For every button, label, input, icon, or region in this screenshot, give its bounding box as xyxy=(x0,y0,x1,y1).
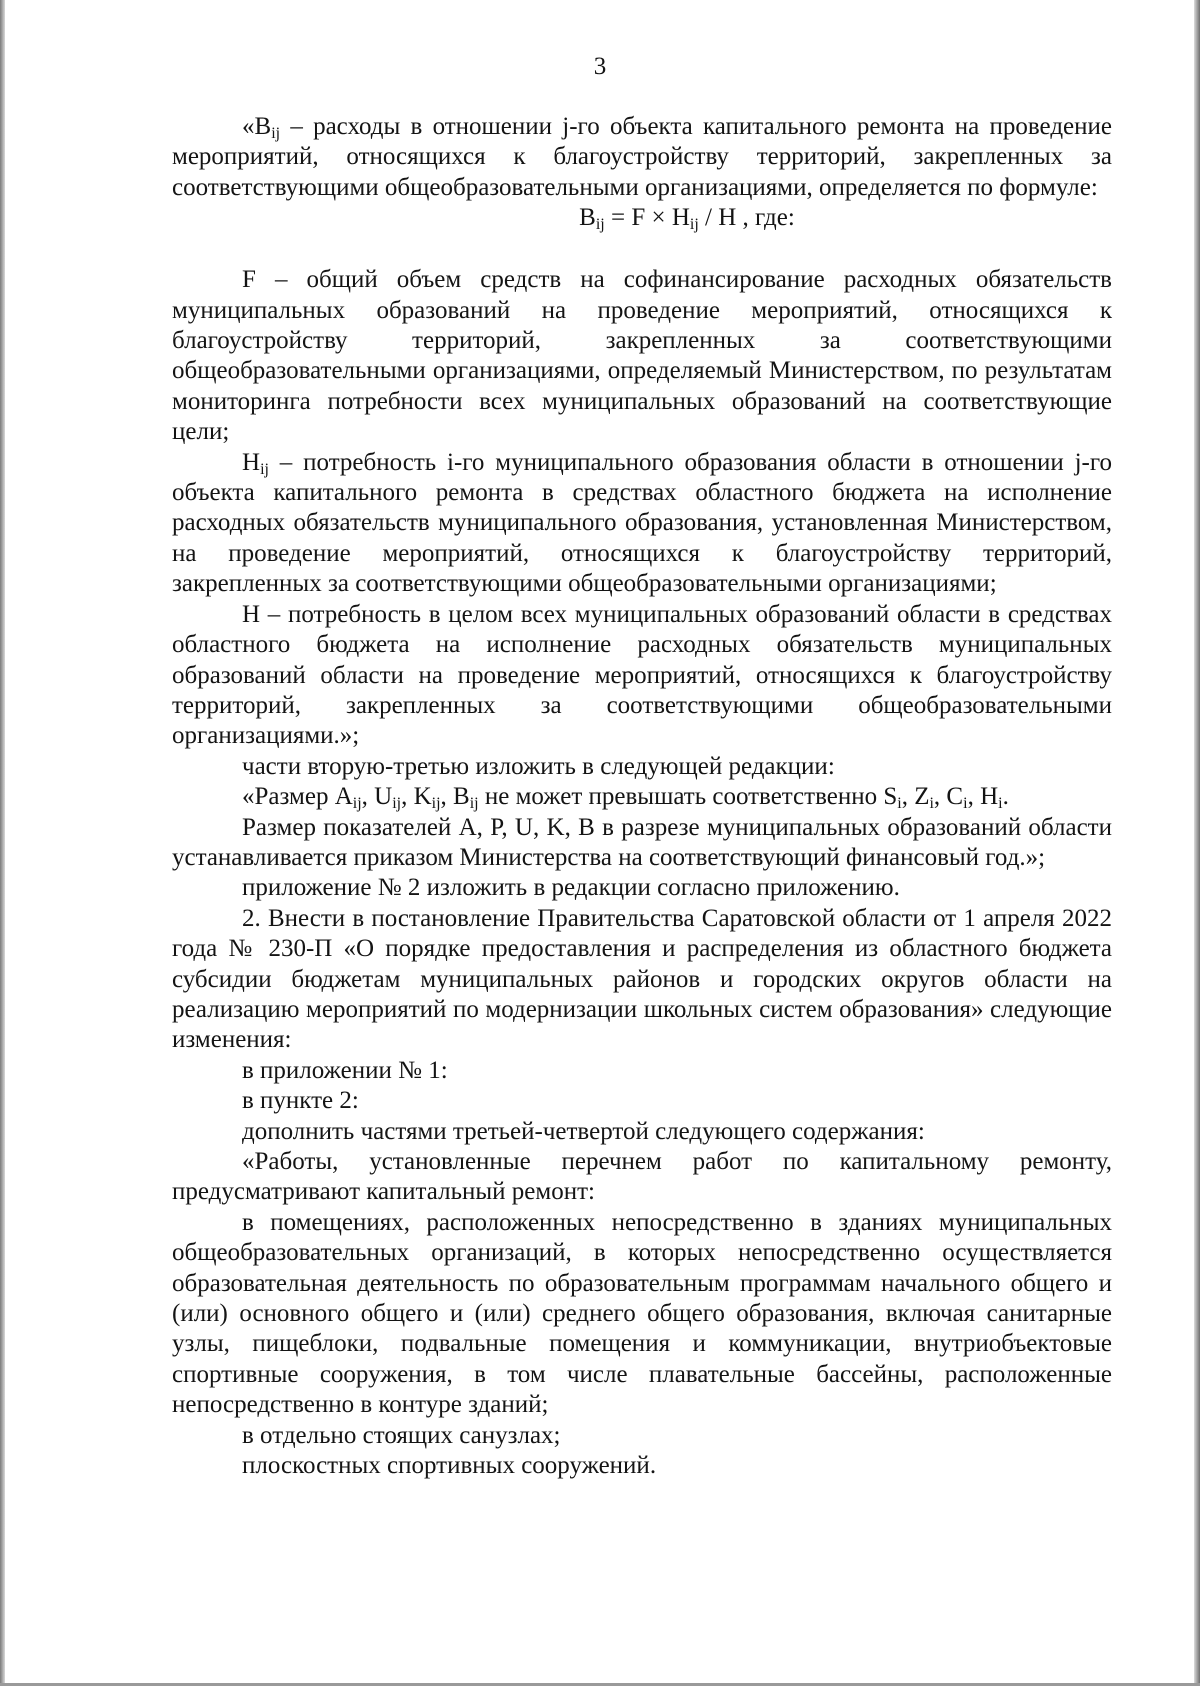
scan-edge-right xyxy=(1194,0,1200,1686)
paragraph-item-2: 2. Внести в постановление Правительства Саратовской области от 1 апреля 2022 года № 230-П «О порядке предоставления и распределения из областного бюджета субсидии бюджетам муниципальных районов и городских округов области на реализацию мероприятий по модернизации школьных систем образования» следующие изменения: xyxy=(172,904,1112,1054)
paragraph-f-definition: F – общий объем средств на софинансирование расходных обязательств муниципальных образований на проведение мероприятий, относящихся к благоустройству территорий, закрепленных за соответствующими общеобразовательными организациями, определяемый Министерством, по результатам мониторинга потребности всех муниципальных образований на соответствующие цели; xyxy=(172,266,1112,446)
paragraph-h-definition: H – потребность в целом всех муниципальных образований области в средствах областного бюджета на исполнение расходных обязательств муниципальных образований области на проведение мероприятий, относящихся к благоустройству территорий, закрепленных за соответствующими общеобразовательными организациями.»; xyxy=(172,600,1112,750)
paragraph-indicators: Размер показателей A, P, U, K, B в разрезе муниципальных образований области устанавливается приказом Министерства на соответствующий финансовый год.»; xyxy=(172,813,1112,871)
paragraph-appendix-2: приложение № 2 изложить в редакции согласно приложению. xyxy=(242,874,900,902)
paragraph-hij-definition: $H_{ij}$ – потребность i-го муниципального образования области в отношении j-го объекта капитального ремонта в средствах областного бюджета на исполнение расходных обязательств муниципального образования, установленная Министерством, на проведение мероприятий, относящихся к благоустройству территорий, закрепленных за соответствующими общеобразовательными организациями; xyxy=(172,448,1112,598)
document-body xyxy=(172,112,1112,1481)
paragraph-sports: плоскостных спортивных сооружений. xyxy=(242,1452,657,1480)
paragraph-premises: в помещениях, расположенных непосредственно в зданиях муниципальных общеобразовательных организаций, в которых непосредственно осуществляется образовательная деятельность по образовательным программам начального общего и (или) основного общего и (или) среднего общего образования, включая санитарные узлы, пищеблоки, подвальные помещения и коммуникации, внутриобъектовые спортивные сооружения, в том числе плавательные бассейны, расположенные непосредственно в контуре зданий; xyxy=(172,1208,1112,1419)
paragraph-bij-definition: «$B_{ij}$ – расходы в отношении j-го объекта капитального ремонта на проведение мероприятий, относящихся к благоустройству территорий, закрепленных за соответствующими общеобразовательными организациями, определяется по формуле: xyxy=(172,113,1112,201)
scan-edge-left xyxy=(0,0,5,1686)
formula-bij: $B_{ij} = F \times H_{ij} / H$ , где: xyxy=(579,204,795,234)
paragraph-in-appendix-1: в приложении № 1: xyxy=(242,1056,448,1084)
paragraph-size-limits: «Размер $A_{ij}$, $U_{ij}$, $K_{ij}$, $B_{ij}$ не может превышать соответственно $S_i$, $Z_i$, $C_i$, $H_i$. xyxy=(242,783,1009,813)
paragraph-works: «Работы, установленные перечнем работ по капитальному ремонту, предусматривают капитальный ремонт: xyxy=(172,1148,1112,1206)
paragraph-sanitary: в отдельно стоящих санузлах; xyxy=(242,1421,561,1449)
paragraph-parts-intro: части вторую-третью изложить в следующей редакции: xyxy=(242,752,835,780)
page-number: 3 xyxy=(593,53,607,80)
paragraph-in-point-2: в пункте 2: xyxy=(242,1087,359,1115)
paragraph-supplement: дополнить частями третьей-четвертой следующего содержания: xyxy=(242,1117,925,1145)
